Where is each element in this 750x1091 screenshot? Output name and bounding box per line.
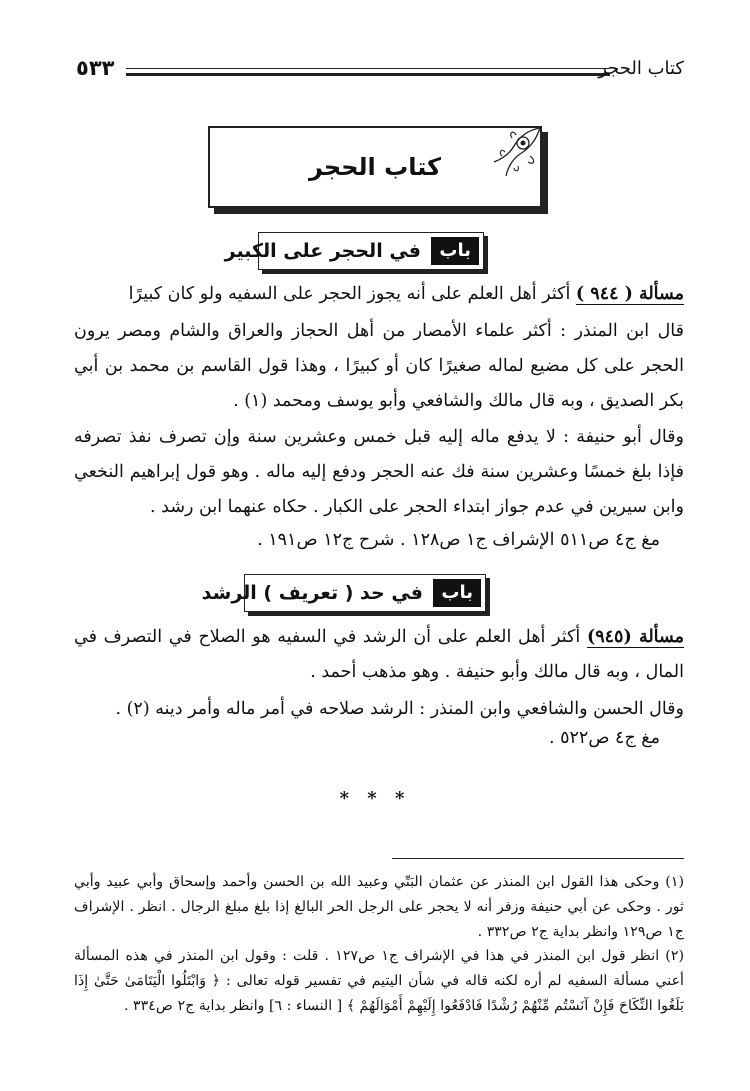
- masala-text: أكثر أهل العلم على أن الرشد في السفيه هو الصلاح في التصرف في المال ، وبه قال مالك وأبو حنيفة . وهو مذهب أحمد .: [74, 627, 684, 682]
- masala-label: مسألة (٩٤٥): [586, 627, 684, 647]
- section-heading-2: [201, 574, 486, 612]
- page-number: ٥٣٣: [76, 56, 115, 80]
- footnote-rule: [392, 858, 684, 859]
- references: مغ ج٤ ص٥٢٢ .: [548, 728, 660, 748]
- masala-text: أكثر أهل العلم على أنه يجوز الحجر على السفيه ولو كان كبيرًا: [128, 284, 571, 304]
- section-separator: * * *: [339, 788, 411, 809]
- chapter-title-box: [208, 126, 542, 208]
- section-tag: باب: [433, 579, 481, 607]
- section-title: في الحجر على الكبير: [224, 240, 421, 262]
- book-name: كتاب الحجر: [598, 58, 684, 79]
- masala-label: مسألة ( ٩٤٤ ): [575, 284, 684, 304]
- footnote-1: (١) وحكى هذا القول ابن المنذر عن عثمان البَتّي وعبيد الله بن الحسن وأحمد وإسحاق وأبي عبيد وأبي ثور . وحكى عن أبي حنيفة وزفر أنه لا يحجر على الرجل الحر البالغ إذا بلغ مبلغ الرجال . انظر . الإشراف ج١ ص١٢٩ وانظر بداية ج٢ ص٣٣٢ .: [74, 874, 684, 940]
- section-title: في حد ( تعريف ) الرشد: [201, 582, 423, 604]
- masala-945: [74, 620, 684, 690]
- section-tag: باب: [431, 237, 479, 265]
- chapter-title: كتاب الحجر: [309, 153, 441, 181]
- footnote-2: (٢) انظر قول ابن المنذر في هذا في الإشراف ج١ ص١٢٧ . قلت : وقول ابن المنذر في هذه المسألة أعني مسألة السفيه لم أره لكنه قاله في شأن اليتيم في تفسير قوله تعالى : ﴿ وَابْتَلُوا الْيَتَامَىٰ حَتَّىٰ إِذَا بَلَغُوا النِّكَاحَ فَإِنْ آنَسْتُم مِّنْهُمْ رُشْدًا فَادْفَعُوا إِلَيْهِمْ أَمْوَالَهُمْ ﴾ [ النساء : ٦] وانظر بداية ج٢ ص٣٣٤ .: [74, 948, 684, 1014]
- references: مغ ج٤ ص٥١١ الإشراف ج١ ص١٢٨ . شرح ج١٢ ص١٩١ .: [257, 530, 660, 550]
- header-rule: [126, 68, 610, 76]
- masala-944: [74, 277, 684, 312]
- paragraph: وقال أبو حنيفة : لا يدفع ماله إليه قبل خمس وعشرين سنة وإن تصرف نفذ تصرفه فإذا بلغ خمسًا وعشرين سنة فك عنه الحجر ودفع إليه ماله . وهو قول إبراهيم النخعي وابن سيرين في عدم جواز ابتداء الحجر على الكبار . حكاه عنهما ابن رشد .: [74, 427, 684, 517]
- running-header: [76, 56, 684, 86]
- paragraph: قال ابن المنذر : أكثر علماء الأمصار من أهل الحجاز والعراق والشام ومصر يرون الحجر على كل مضيع لماله صغيرًا كان أو كبيرًا ، وهذا قول القاسم بن محمد بن أبي بكر الصديق ، وبه قال مالك والشافعي وأبو يوسف ومحمد (١) .: [74, 321, 684, 411]
- paragraph: وقال الحسن والشافعي وابن المنذر : الرشد صلاحه في أمر ماله وأمر دينه (٢) .: [115, 699, 684, 719]
- section-heading-1: [224, 232, 484, 270]
